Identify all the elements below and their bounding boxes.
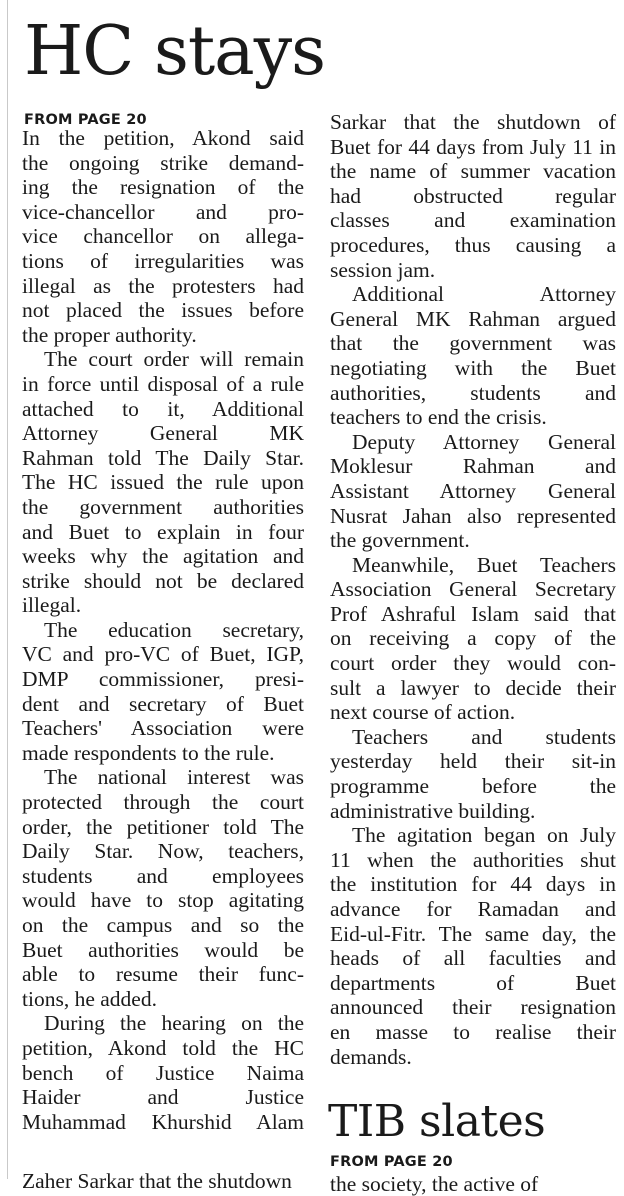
text-line: would have to stop agitating	[22, 888, 304, 913]
text-line: The national interest was	[44, 765, 304, 790]
text-line: had obstructed regular	[330, 183, 616, 208]
text-line: session jam.	[330, 257, 436, 282]
text-line: Teachers and students	[352, 724, 616, 749]
text-line: procedures, thus causing a	[330, 232, 616, 257]
text-line: Association General Secretary	[330, 577, 616, 602]
text-line: advance for Ramadan and	[330, 897, 616, 921]
text-line: VC and pro-VC of Buet, IGP,	[22, 642, 304, 667]
text-line: Assistant Attorney General	[330, 478, 616, 503]
text-line: next course of action.	[330, 700, 516, 725]
text-line: The HC issued the rule upon	[22, 470, 304, 495]
text-line: strike should not be declared	[22, 568, 304, 593]
text-line: departments of Buet	[330, 970, 616, 995]
text-line: protected through the court	[22, 790, 304, 815]
text-line: the ongoing strike demand-	[22, 150, 304, 175]
text-line: The court order will remain	[44, 347, 304, 372]
text-line: tions of irregularities was	[22, 248, 304, 273]
text-line: made respondents to the rule.	[22, 740, 275, 765]
text-line: negotiating with the Buet	[330, 355, 616, 380]
text-line: and Buet to explain in four	[22, 519, 304, 544]
text-line: the institution for 44 days in	[330, 872, 616, 897]
text-line: Attorney General MK	[22, 421, 304, 446]
text-line: Nusrat Jahan also represented	[330, 503, 616, 528]
text-line: attached to it, Additional	[22, 396, 304, 421]
text-line: Rahman told The Daily Star.	[22, 445, 304, 470]
text-line: Buet authorities would be	[22, 937, 304, 962]
text-line: the name of summer vacation	[330, 159, 616, 184]
text-line: court order they would con-	[330, 651, 616, 676]
text-line: in force until disposal of a rule	[22, 371, 304, 396]
text-line: 11 when the authorities shut	[330, 847, 616, 872]
text-line: dent and secretary of Buet	[22, 691, 304, 716]
text-line: Meanwhile, Buet Teachers	[352, 552, 616, 577]
cut-off-line-left: Zaher Sarkar that the shutdown	[22, 1169, 292, 1193]
text-line: illegal as the protesters had	[22, 273, 304, 298]
article-column-right	[330, 110, 616, 1069]
text-line: Additional Attorney	[352, 282, 616, 307]
text-line: DMP commissioner, presi-	[22, 667, 304, 692]
text-line: petition, Akond told the HC	[22, 1035, 304, 1060]
text-line: tions, he added.	[22, 986, 157, 1011]
text-line: demands.	[330, 1044, 412, 1069]
continuation-kicker: FROM PAGE 20	[24, 112, 147, 128]
text-line: not placed the issues before	[22, 298, 304, 323]
second-headline: TIB slates	[328, 1096, 546, 1147]
text-line: administrative building.	[330, 798, 536, 823]
text-line: During the hearing on the	[44, 1011, 304, 1036]
article-column-left	[22, 126, 304, 1134]
text-line: In the petition, Akond said	[22, 126, 304, 150]
text-line: vice chancellor on allega-	[22, 224, 304, 249]
text-line: the government authorities	[22, 494, 304, 519]
text-line: on the campus and so the	[22, 913, 304, 937]
text-line: classes and examination	[330, 208, 616, 233]
text-line: Moklesur Rahman and	[330, 454, 616, 479]
text-line: Teachers' Association were	[22, 716, 304, 741]
second-continuation-kicker: FROM PAGE 20	[330, 1154, 453, 1170]
text-line: bench of Justice Naima	[22, 1060, 304, 1085]
text-line: Daily Star. Now, teachers,	[22, 839, 304, 864]
text-line: yesterday held their sit-in	[330, 749, 616, 774]
column-rule	[7, 0, 8, 1179]
text-line: Sarkar that the shutdown of	[330, 110, 616, 134]
text-line: able to resume their func-	[22, 962, 304, 987]
text-line: on receiving a copy of the	[330, 626, 616, 651]
text-line: that the government was	[330, 331, 616, 356]
text-line: The education secretary,	[44, 617, 304, 642]
text-line: teachers to end the crisis.	[330, 405, 547, 430]
text-line: Deputy Attorney General	[352, 429, 616, 454]
text-line: illegal.	[22, 593, 82, 618]
text-line: the government.	[330, 528, 470, 553]
text-line: General MK Rahman argued	[330, 306, 616, 331]
text-line: students and employees	[22, 863, 304, 888]
text-line: ing the resignation of the	[22, 175, 304, 200]
text-line: en masse to realise their	[330, 1019, 616, 1044]
headline: HC stays	[24, 12, 326, 91]
text-line: the proper authority.	[22, 322, 197, 347]
text-line: heads of all faculties and	[330, 946, 616, 971]
text-line: Haider and Justice	[22, 1085, 304, 1110]
text-line: announced their resignation	[330, 995, 616, 1020]
text-line: order, the petitioner told The	[22, 814, 304, 839]
text-line: sult a lawyer to decide their	[330, 675, 616, 700]
text-line: Eid-ul-Fitr. The same day, the	[330, 921, 616, 946]
text-line: Muhammad Khurshid Alam	[22, 1109, 304, 1134]
cut-off-line-right: the society, the active of	[330, 1172, 539, 1196]
text-line: weeks why the agitation and	[22, 544, 304, 569]
text-line: vice-chancellor and pro-	[22, 199, 304, 224]
text-line: programme before the	[330, 774, 616, 799]
text-line: Prof Ashraful Islam said that	[330, 601, 616, 626]
text-line: authorities, students and	[330, 380, 616, 405]
text-line: The agitation began on July	[352, 823, 616, 848]
text-line: Buet for 44 days from July 11 in	[330, 134, 616, 159]
